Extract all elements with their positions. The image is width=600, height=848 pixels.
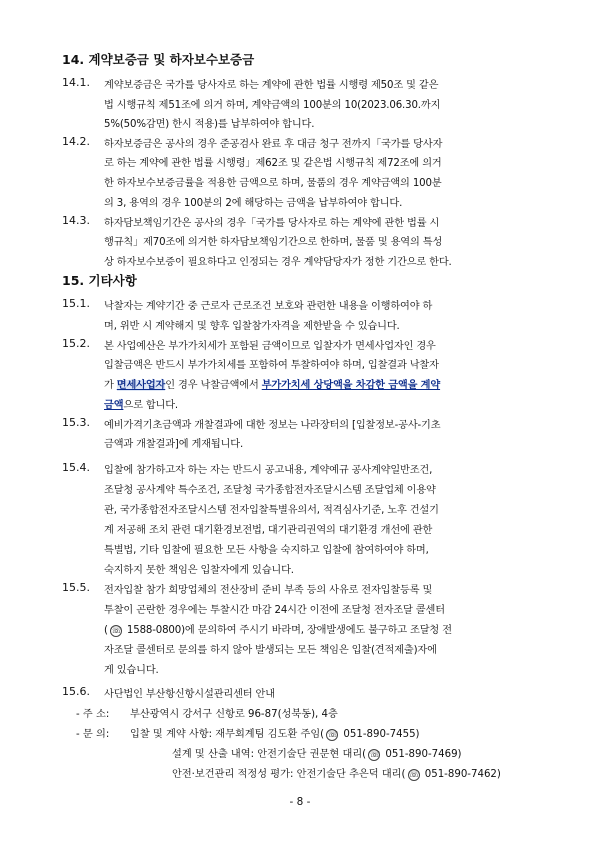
phone-icon: ☏ — [408, 770, 420, 780]
item-15-4-line: 계 저공해 조치 관련 대기환경보전법, 대기관리권역의 대기환경 개선에 관한 — [104, 525, 433, 536]
text-span: 051-890-7455) — [340, 729, 420, 740]
page-number: - 8 - — [289, 796, 311, 808]
phone-icon: ☏ — [369, 750, 381, 760]
address-value: 부산광역시 강서구 신항로 96-87(성북동), 4층 — [130, 709, 338, 720]
item-15-4-line: 입찰에 참가하고자 하는 자는 반드시 공고내용, 계약예규 공사계약일반조건, — [104, 465, 433, 476]
vat-deduction-highlight: 부가가치세 상당액을 차감한 금액을 계약 — [261, 380, 441, 391]
item-14-3-number: 14.3. — [62, 214, 90, 227]
contract-amount-highlight: 금액 — [104, 400, 124, 411]
item-14-3-line: 하자담보책임기간은 공사의 경우「국가를 당사자로 하는 계약에 관한 법률 시 — [104, 218, 440, 229]
item-15-6-number: 15.6. — [62, 685, 90, 698]
text-span: 입찰 및 계약 사항: 재무회계팀 김도환 주임( — [130, 729, 325, 740]
text-span: 설계 및 산출 내역: 안전기술단 권문현 대리( — [172, 749, 367, 760]
item-15-2-line — [104, 396, 178, 411]
item-15-5-line: 투찰이 곤란한 경우에는 투찰시간 마감 24시간 이전에 조달청 전자조달 콜센터 — [104, 605, 445, 616]
item-14-1-line: 5%(50%감면) 한시 적용)를 납부하여야 합니다. — [104, 119, 315, 130]
text-span: 051-890-7469) — [382, 749, 462, 760]
item-14-2-line: 의 3, 용역의 경우 100분의 2에 해당하는 금액을 납부하여야 합니다. — [104, 198, 403, 209]
inquiry-contact-safety — [172, 765, 501, 781]
item-15-4-line: 조달청 공사계약 특수조건, 조달청 국가종합전자조달시스템 조달업체 이용약 — [104, 485, 436, 496]
text-span: 1588-0800)에 문의하여 주시기 바라며, 장애발생에도 불구하고 조달청 전 — [123, 625, 452, 636]
item-15-4-line: 숙지하지 못한 책임은 입찰자에게 있습니다. — [104, 565, 294, 576]
tax-exempt-highlight: 면세사업자 — [116, 380, 166, 391]
item-15-5-line: 전자입찰 참가 희망업체의 전산장비 준비 부족 등의 사유로 전자입찰등록 및 — [104, 585, 433, 596]
text-span: 051-890-7462) — [421, 769, 501, 780]
item-14-2-line: 로 하는 계약에 관한 법률 시행령」제62조 및 같은법 시행규칙 제72조에 의거 — [104, 158, 442, 169]
text-span: 가 — [104, 380, 117, 391]
item-15-1-line: 낙찰자는 계약기간 중 근로자 근로조건 보호와 관련한 내용을 이행하여야 하 — [104, 301, 433, 312]
item-15-1-line: 며, 위반 시 계약해지 및 향후 입찰참가자격을 제한받을 수 있습니다. — [104, 321, 400, 332]
item-15-5-line: 자조달 콜센터로 문의를 하지 않아 발생되는 모든 책임은 입찰(견적제출)자에 — [104, 645, 437, 656]
item-15-3-line: 예비가격기초금액과 개찰결과에 대한 정보는 나라장터의 [입찰정보-공사-기초 — [104, 420, 441, 431]
item-15-5-number: 15.5. — [62, 581, 90, 594]
inquiry-contact-bidding — [130, 725, 420, 741]
item-14-2-line: 한 하자보수보증금률을 적용한 금액으로 하며, 물품의 경우 계약금액의 100분 — [104, 178, 442, 189]
text-span: 인 경우 낙찰금액에서 — [165, 380, 262, 391]
text-span: ( — [104, 625, 108, 636]
item-15-1-number: 15.1. — [62, 297, 90, 310]
item-14-1-line: 계약보증금은 국가를 당사자로 하는 계약에 관한 법률 시행령 제50조 및 같은 — [104, 80, 439, 91]
item-15-5-line: 게 있습니다. — [104, 665, 159, 676]
section-14-heading: 14. 계약보증금 및 하자보수보증금 — [62, 52, 255, 67]
inquiry-label: - 문 의: — [76, 729, 110, 740]
item-14-1-number: 14.1. — [62, 76, 90, 89]
item-15-2-line: 입찰금액은 반드시 부가가치세를 포함하여 투찰하여야 하며, 입찰결과 낙찰자 — [104, 360, 439, 371]
phone-icon: ☏ — [110, 626, 122, 636]
item-15-2-line: 본 사업예산은 부가가치세가 포함된 금액이므로 입찰자가 면세사업자인 경우 — [104, 341, 436, 352]
item-15-5-line — [104, 621, 452, 637]
section-15-heading: 15. 기타사항 — [62, 273, 137, 288]
item-15-3-line: 금액과 개찰결과]에 게재됩니다. — [104, 439, 244, 450]
item-14-2-number: 14.2. — [62, 135, 90, 148]
item-15-4-line: 관, 국가종합전자조달시스템 전자입찰특별유의서, 적격심사기준, 노후 건설기 — [104, 505, 439, 516]
item-14-1-line: 법 시행규칙 제51조에 의거 하며, 계약금액의 100분의 10(2023.06.30.까지 — [104, 100, 441, 111]
item-15-2-number: 15.2. — [62, 337, 90, 350]
item-15-4-line: 특별법, 기타 입찰에 필요한 모든 사항을 숙지하고 입찰에 참여하여야 하며, — [104, 545, 429, 556]
text-span: 안전·보건관리 적정성 평가: 안전기술단 추은덕 대리( — [172, 769, 406, 780]
item-14-2-line: 하자보증금은 공사의 경우 준공검사 완료 후 대금 청구 전까지「국가를 당사자 — [104, 139, 443, 150]
text-span: 으로 합니다. — [123, 400, 179, 411]
inquiry-contact-design — [172, 745, 462, 761]
address-label: - 주 소: — [76, 709, 110, 720]
item-14-3-line: 상 하자보수보증이 필요하다고 인정되는 경우 계약담당자가 정한 기간으로 한다. — [104, 257, 452, 268]
phone-icon: ☏ — [327, 730, 339, 740]
item-15-4-number: 15.4. — [62, 461, 90, 474]
item-15-2-line — [104, 376, 440, 391]
center-info-title: 사단법인 부산항신항시설관리센터 안내 — [104, 689, 275, 700]
item-14-3-line: 행규칙」제70조에 의거한 하자담보책임기간으로 한하며, 물품 및 용역의 특성 — [104, 237, 443, 248]
item-15-3-number: 15.3. — [62, 416, 90, 429]
